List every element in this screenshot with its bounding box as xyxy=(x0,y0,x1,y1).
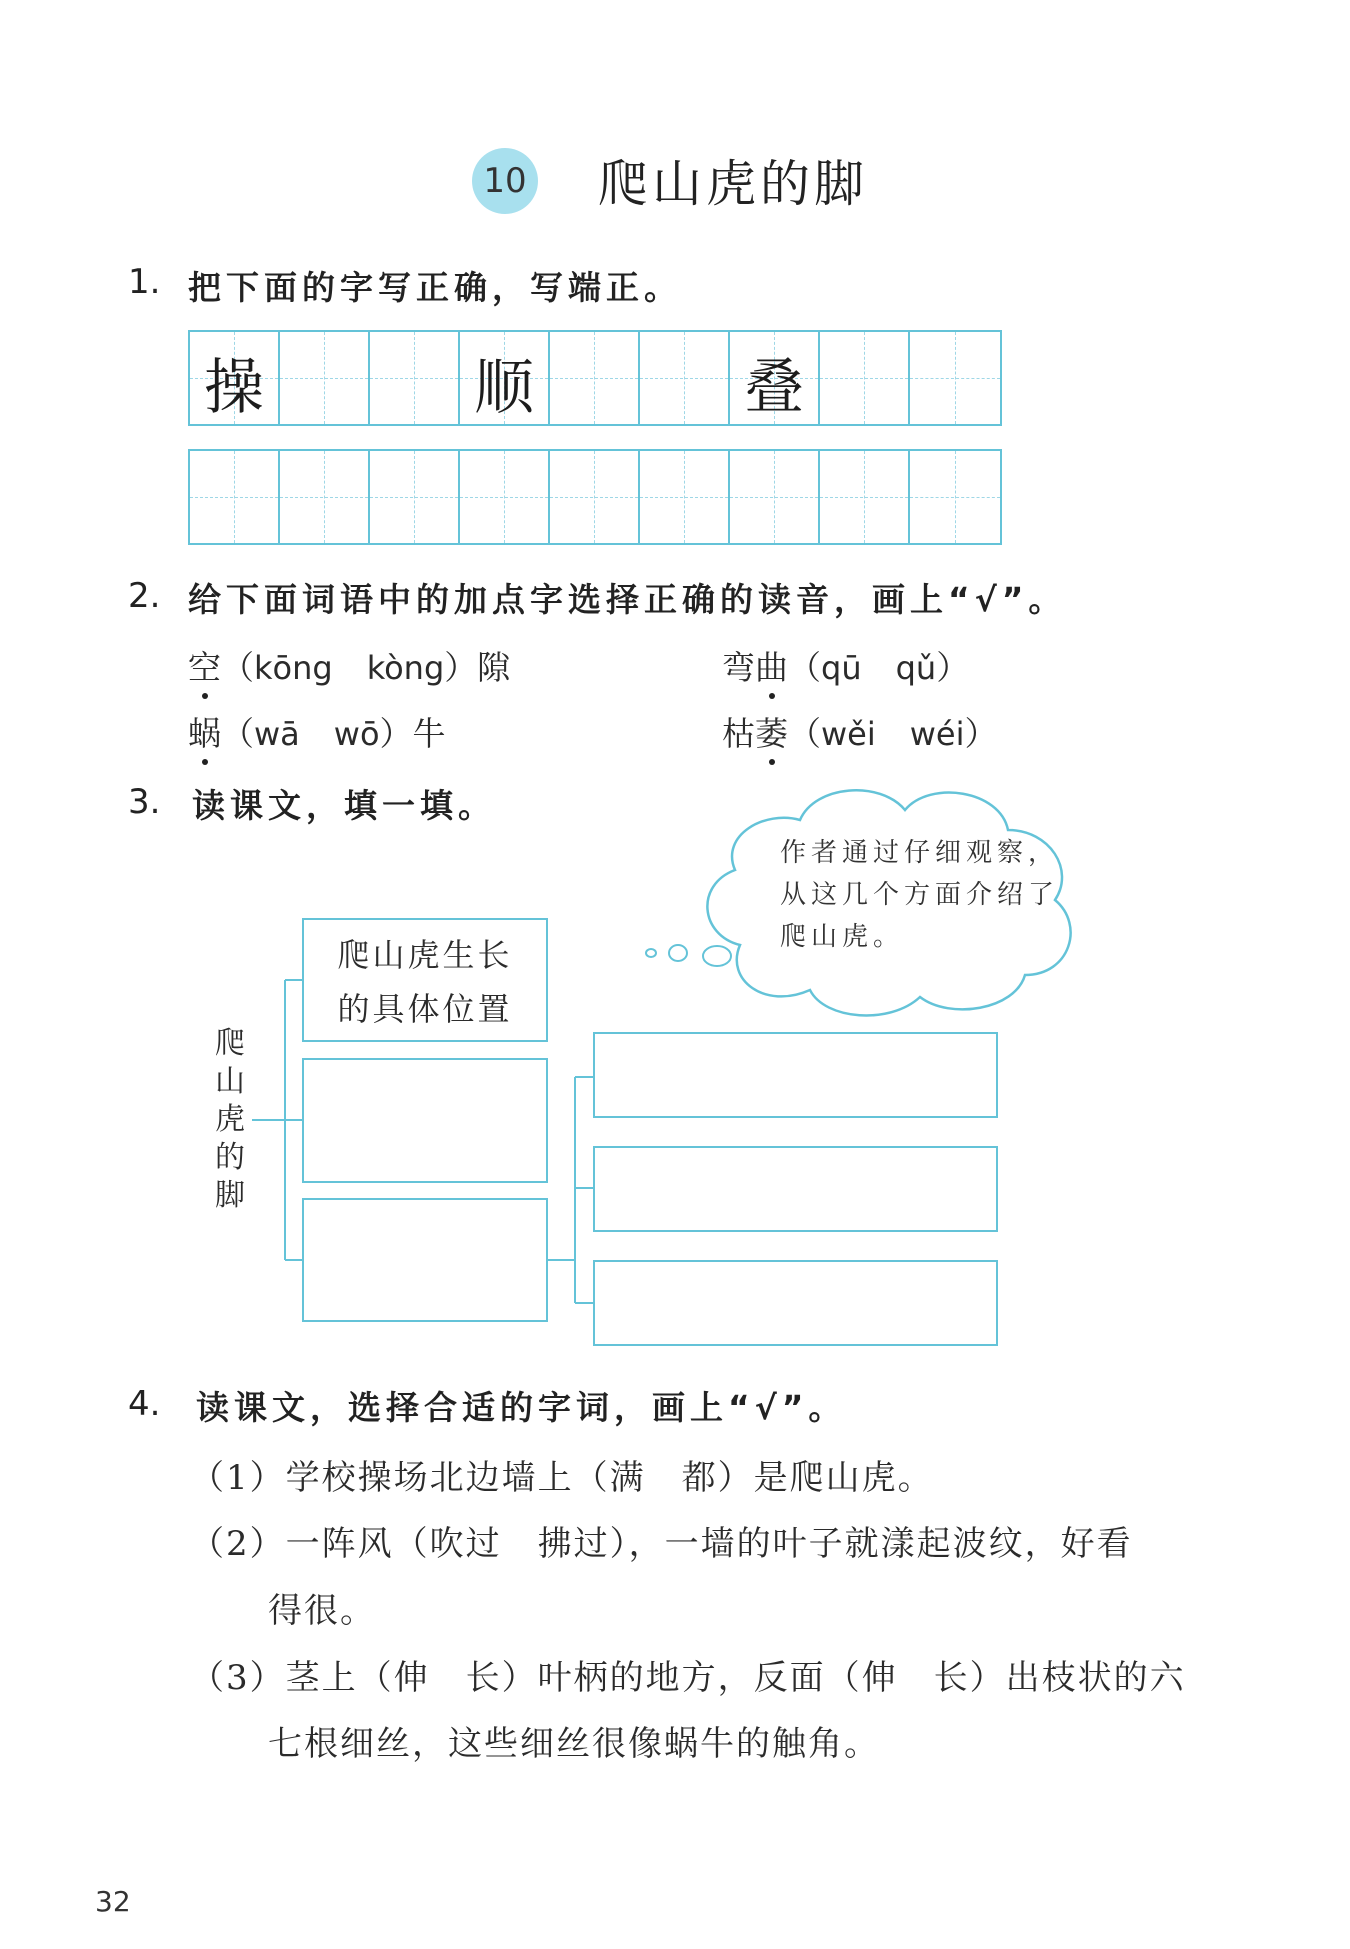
q4-sentence-3: （3）茎上（伸 长）叶柄的地方，反面（伸 长）出枝状的六 xyxy=(190,1658,1186,1698)
root-label-vertical: 爬山虎的脚 xyxy=(215,1026,245,1213)
answer-box-location xyxy=(302,918,548,1042)
cloud-prompt-text: 作者通过仔细观察，从这几个方面介绍了爬山虎。 xyxy=(780,838,1060,952)
grid-cell xyxy=(190,332,280,424)
paren-close: ）隙 xyxy=(444,648,511,687)
answer-box-wide[interactable] xyxy=(593,1260,998,1346)
q2-instruction: 给下面词语中的加点字选择正确的读音，画上“√”。 xyxy=(188,580,1067,619)
paren-open: （ xyxy=(788,714,821,753)
word-prefix: 弯 xyxy=(722,648,755,687)
lesson-number-badge: 10 xyxy=(472,148,538,214)
q4-instruction: 读课文，选择合适的字词，画上“√”。 xyxy=(196,1388,847,1427)
lesson-title: 爬山虎的脚 xyxy=(598,155,868,213)
answer-box-wide[interactable] xyxy=(593,1146,998,1232)
q2-number: 2. xyxy=(128,576,161,616)
paren-close: ） xyxy=(936,648,970,687)
q4-number: 4. xyxy=(128,1384,161,1424)
paren-open: （ xyxy=(788,648,821,687)
pinyin-option[interactable]: wō xyxy=(333,715,380,753)
paren-open: （ xyxy=(221,648,254,687)
grid-cell xyxy=(730,332,820,424)
q4-sentence-2: （2）一阵风（吹过 拂过），一墙的叶子就漾起波纹，好看 xyxy=(190,1524,1133,1564)
dotted-character: 空 xyxy=(188,642,221,689)
pinyin-option[interactable]: qǔ xyxy=(895,649,937,687)
box-label-line-2: 的具体位置 xyxy=(337,990,513,1028)
q4-sentence-3-cont: 七根细丝，这些细丝很像蜗牛的触角。 xyxy=(268,1724,880,1764)
pinyin-option[interactable]: kòng xyxy=(366,649,445,687)
paren-close: ） xyxy=(964,714,998,753)
q1-instruction: 把下面的字写正确，写端正。 xyxy=(188,268,682,307)
box-label-line-1: 爬山虎生长 xyxy=(337,936,513,974)
pinyin-option[interactable]: kōng xyxy=(254,649,333,687)
grid-character: 操 xyxy=(204,353,264,423)
q1-number: 1. xyxy=(128,262,161,302)
answer-box-wide[interactable] xyxy=(593,1032,998,1118)
answer-box[interactable] xyxy=(302,1198,548,1322)
pinyin-option[interactable]: wā xyxy=(254,715,300,753)
dotted-character: 萎 xyxy=(755,708,788,755)
q3-instruction: 读课文，填一填。 xyxy=(192,786,496,825)
answer-box[interactable] xyxy=(302,1058,548,1183)
page-number: 32 xyxy=(95,1885,131,1918)
dotted-character: 蜗 xyxy=(188,708,221,755)
grid-character: 叠 xyxy=(744,353,804,423)
grid-cell xyxy=(460,332,550,424)
grid-character: 顺 xyxy=(474,353,534,423)
pinyin-option[interactable]: wěi xyxy=(821,715,876,753)
pinyin-option[interactable]: qū xyxy=(821,649,862,687)
paren-open: （ xyxy=(221,714,254,753)
dotted-character: 曲 xyxy=(755,642,788,689)
q4-sentence-2-cont: 得很。 xyxy=(268,1591,376,1631)
box-label xyxy=(304,920,546,1036)
q4-sentence-1: （1）学校操场北边墙上（满 都）是爬山虎。 xyxy=(190,1458,934,1498)
paren-close: ）牛 xyxy=(379,714,446,753)
q3-number: 3. xyxy=(128,782,161,822)
word-prefix: 枯 xyxy=(722,714,755,753)
pinyin-option[interactable]: wéi xyxy=(909,715,965,753)
